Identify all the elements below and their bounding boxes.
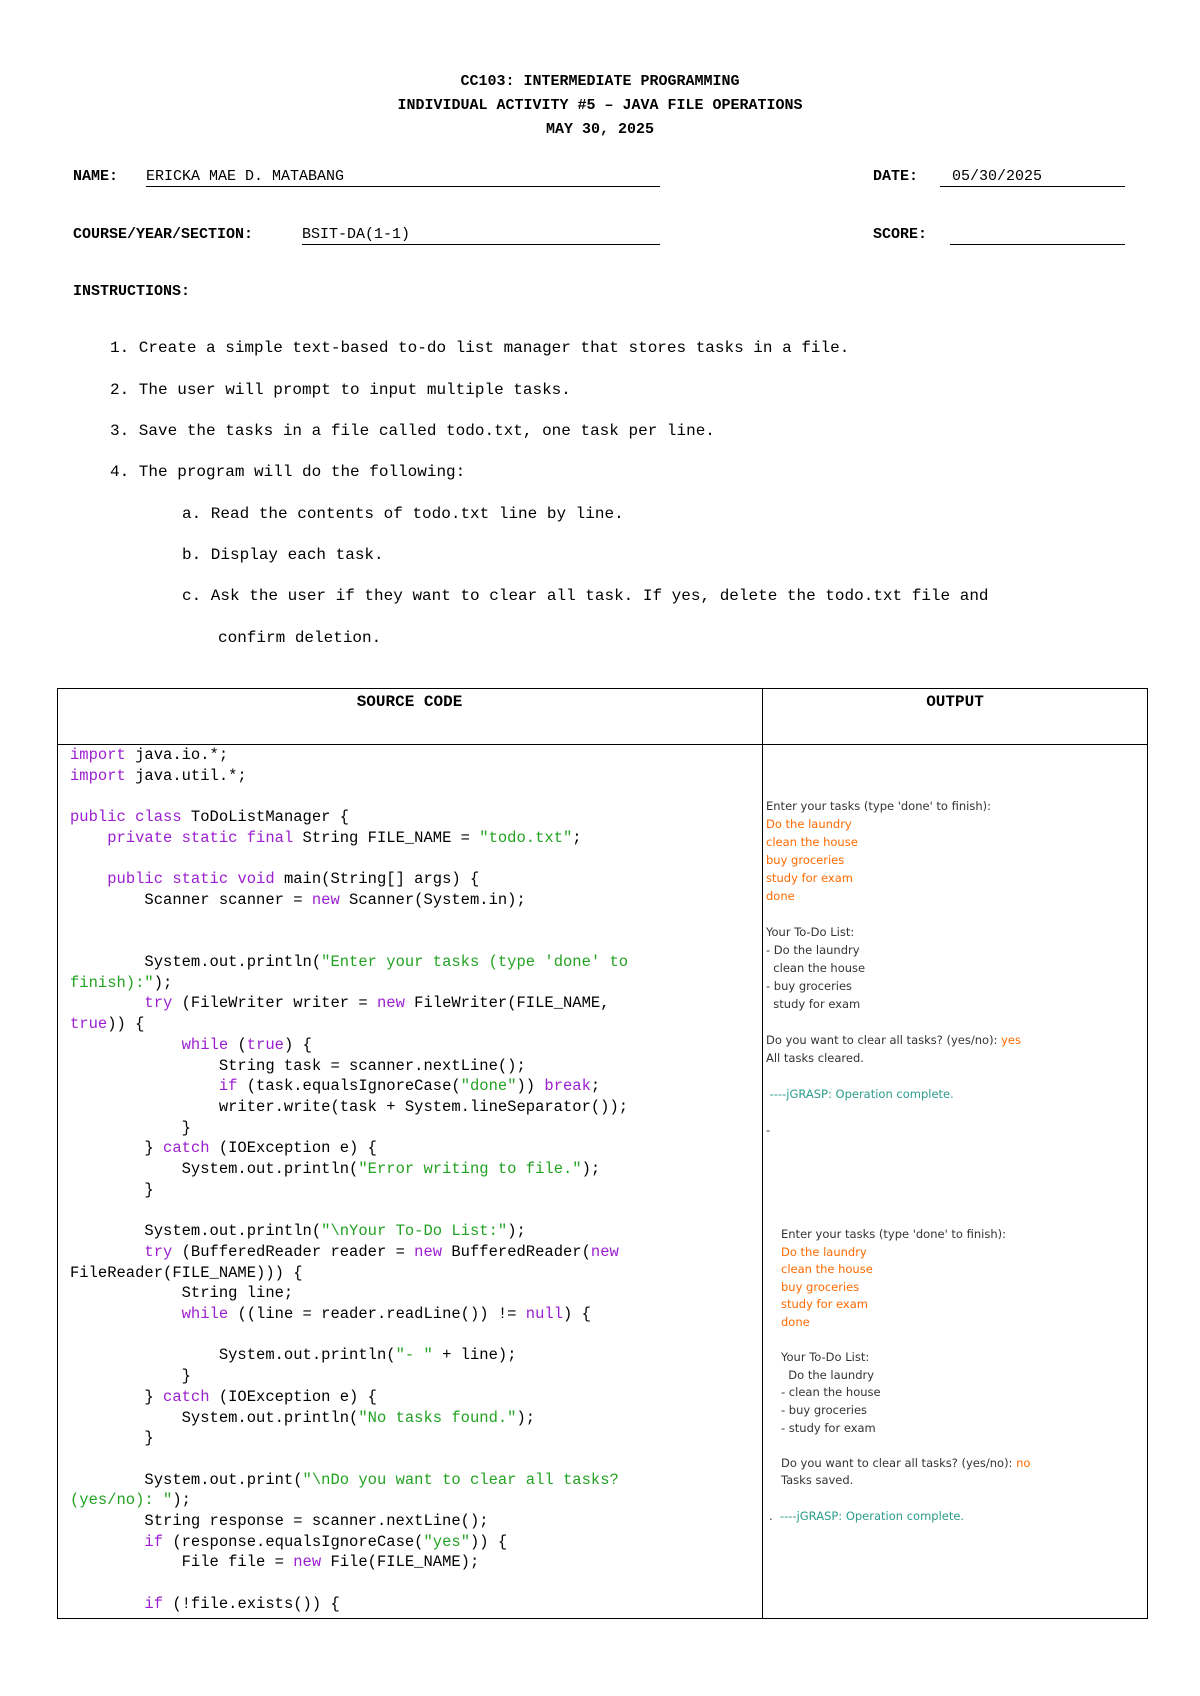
instruction-item: 3. Save the tasks in a file called todo.txt, one task per line.	[110, 422, 715, 440]
activity-title: INDIVIDUAL ACTIVITY #5 – JAVA FILE OPERATIONS	[397, 97, 803, 114]
name-field[interactable]	[146, 168, 660, 187]
date-field[interactable]	[940, 168, 1125, 187]
course-value: BSIT-DA(1-1)	[302, 226, 411, 243]
source-code-header: SOURCE CODE	[356, 693, 463, 711]
score-label: SCORE:	[873, 226, 928, 243]
console-output-yes: Enter your tasks (type 'done' to finish): Do the laundry clean the house buy groceries study for exam done Your To-Do List: - Do the laundry clean the house - buy groceries study for exam Do you want to clear all tasks? (yes/no): yes All tasks cleared. ----jGRASP: Operation complete. -	[766, 799, 1021, 1137]
instructions-title: INSTRUCTIONS:	[73, 283, 191, 300]
output-header: OUTPUT	[926, 693, 984, 711]
instruction-item: 1. Create a simple text-based to-do list manager that stores tasks in a file.	[110, 339, 850, 357]
console-output-no: Enter your tasks (type 'done' to finish): Do the laundry clean the house buy groceries study for exam done Your To-Do List: Do the laundry - clean the house - buy groceries - study for exam Do you want to clear all tasks? (yes/no): no Tasks saved. . ----jGRASP: Operation complete.	[769, 1227, 1031, 1523]
column-divider	[762, 688, 763, 1619]
instruction-subitem: confirm deletion.	[218, 629, 382, 647]
source-code: import java.io.*; import java.util.*; public class ToDoListManager { private static final String FILE_NAME = "todo.txt"; public static void main(String[] args) { Scanner scanner = new Scanner(System.in); System.out.println("Enter your tasks (type 'done' to finish):"); try (FileWriter writer = new FileWriter(FILE_NAME, true)) { while (true) { String task = scanner.nextLine(); if (task.equalsIgnoreCase("done")) break; writer.write(task + System.lineSeparator()); } } catch (IOException e) { System.out.println("Error writing to file."); } System.out.println("\nYour To-Do List:"); try (BufferedReader reader = new BufferedReader(new FileReader(FILE_NAME))) { String line; while ((line = reader.readLine()) != null) { System.out.println("- " + line); } } catch (IOException e) { System.out.println("No tasks found."); } System.out.print("\nDo you want to clear all tasks? (yes/no): "); String response = scanner.nextLine(); if (response.equalsIgnoreCase("yes")) { File file = new File(FILE_NAME); if (!file.exists()) {	[70, 746, 629, 1613]
activity-date: MAY 30, 2025	[545, 121, 655, 138]
course-field[interactable]	[302, 226, 660, 245]
activity-course-title: CC103: INTERMEDIATE PROGRAMMING	[460, 73, 740, 90]
instruction-item: 4. The program will do the following:	[110, 463, 466, 481]
name-label: NAME:	[73, 168, 119, 185]
instruction-item: 2. The user will prompt to input multiple tasks.	[110, 381, 571, 399]
date-value: 05/30/2025	[952, 168, 1043, 185]
instruction-subitem: c. Ask the user if they want to clear all task. If yes, delete the todo.txt file and	[182, 587, 989, 605]
score-field[interactable]	[950, 226, 1125, 245]
date-label: DATE:	[873, 168, 919, 185]
name-value: ERICKA MAE D. MATABANG	[146, 168, 345, 185]
course-label: COURSE/YEAR/SECTION:	[73, 226, 254, 243]
instruction-subitem: a. Read the contents of todo.txt line by line.	[182, 505, 624, 523]
instruction-subitem: b. Display each task.	[182, 546, 384, 564]
